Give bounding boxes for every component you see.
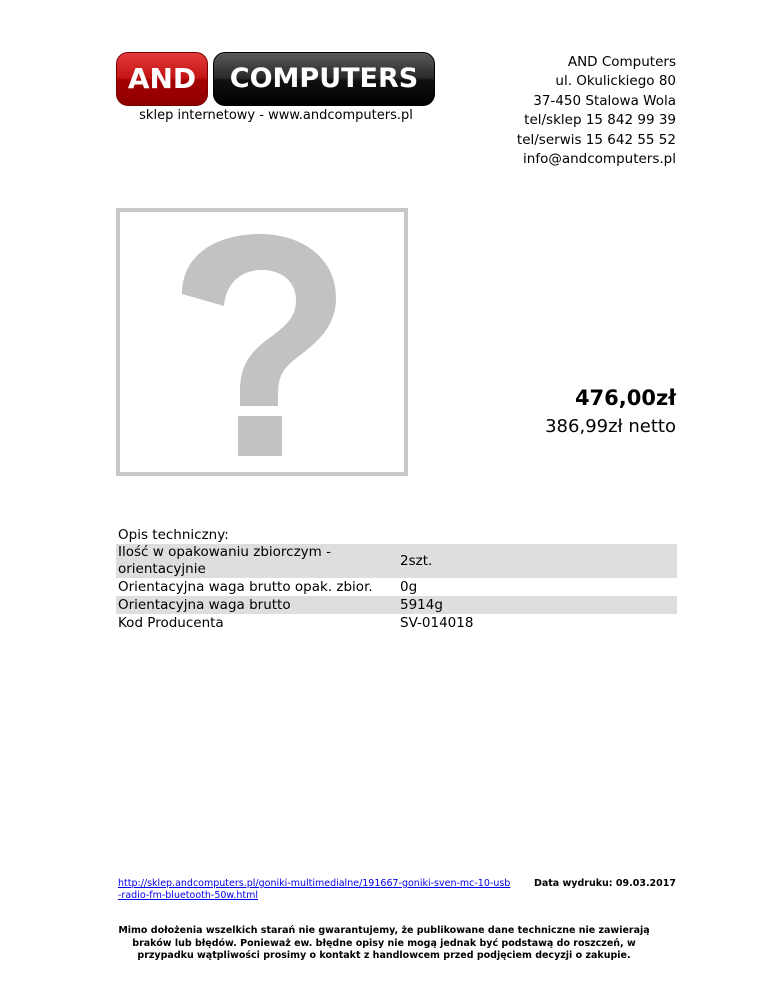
store-logo bbox=[116, 52, 436, 108]
spec-value: 2szt. bbox=[400, 552, 433, 569]
company-name: AND Computers bbox=[567, 54, 676, 70]
spec-key: Orientacyjna waga brutto bbox=[118, 596, 291, 613]
spec-key: Kod Producenta bbox=[118, 614, 224, 631]
table-row bbox=[116, 578, 677, 596]
spec-key: Ilość w opakowaniu zbiorczym - orientacyjnie bbox=[118, 544, 331, 577]
table-row bbox=[116, 614, 677, 632]
store-tagline: sklep internetowy - www.andcomputers.pl bbox=[139, 108, 413, 123]
logo-and-part: AND bbox=[116, 52, 208, 106]
spec-value: SV-014018 bbox=[400, 614, 474, 631]
specs-table bbox=[116, 544, 677, 632]
table-row bbox=[116, 544, 677, 578]
print-date: Data wydruku: 09.03.2017 bbox=[533, 878, 676, 889]
spec-value: 0g bbox=[400, 578, 418, 595]
product-url-link[interactable]: http://sklep.andcomputers.pl/goniki-multimedialne/191667-goniki-sven-mc-10-usb-radio-fm-bluetooth-50w.html bbox=[118, 878, 511, 901]
company-phone-shop: tel/sklep 15 842 99 39 bbox=[524, 112, 676, 129]
company-street: ul. Okulickiego 80 bbox=[555, 73, 676, 90]
company-city: 37-450 Stalowa Wola bbox=[533, 92, 676, 109]
company-email: info@andcomputers.pl bbox=[523, 151, 676, 168]
product-image bbox=[116, 208, 408, 476]
company-address bbox=[517, 53, 676, 169]
logo-computers-part: COMPUTERS bbox=[213, 52, 435, 106]
specs-heading: Opis techniczny: bbox=[118, 527, 229, 543]
company-phone-service: tel/serwis 15 642 55 52 bbox=[516, 131, 676, 148]
question-mark-placeholder-icon bbox=[116, 208, 408, 476]
price-gross: 476,00zł bbox=[574, 386, 676, 410]
table-row bbox=[116, 596, 677, 614]
disclaimer-text: Mimo dołożenia wszelkich starań nie gwarantujemy, że publikowane dane techniczne nie zawierają braków lub błędów. Ponieważ ew. błędne opisy nie mogą jednak być podstawą do roszczeń, w przypadku wątpliwości prosimy o kontakt z handlowcem przed podjęciem decyzji o zakupie. bbox=[118, 925, 650, 961]
price-net: 386,99zł netto bbox=[545, 416, 676, 437]
spec-value: 5914g bbox=[400, 596, 443, 613]
spec-key: Orientacyjna waga brutto opak. zbior. bbox=[118, 578, 373, 595]
